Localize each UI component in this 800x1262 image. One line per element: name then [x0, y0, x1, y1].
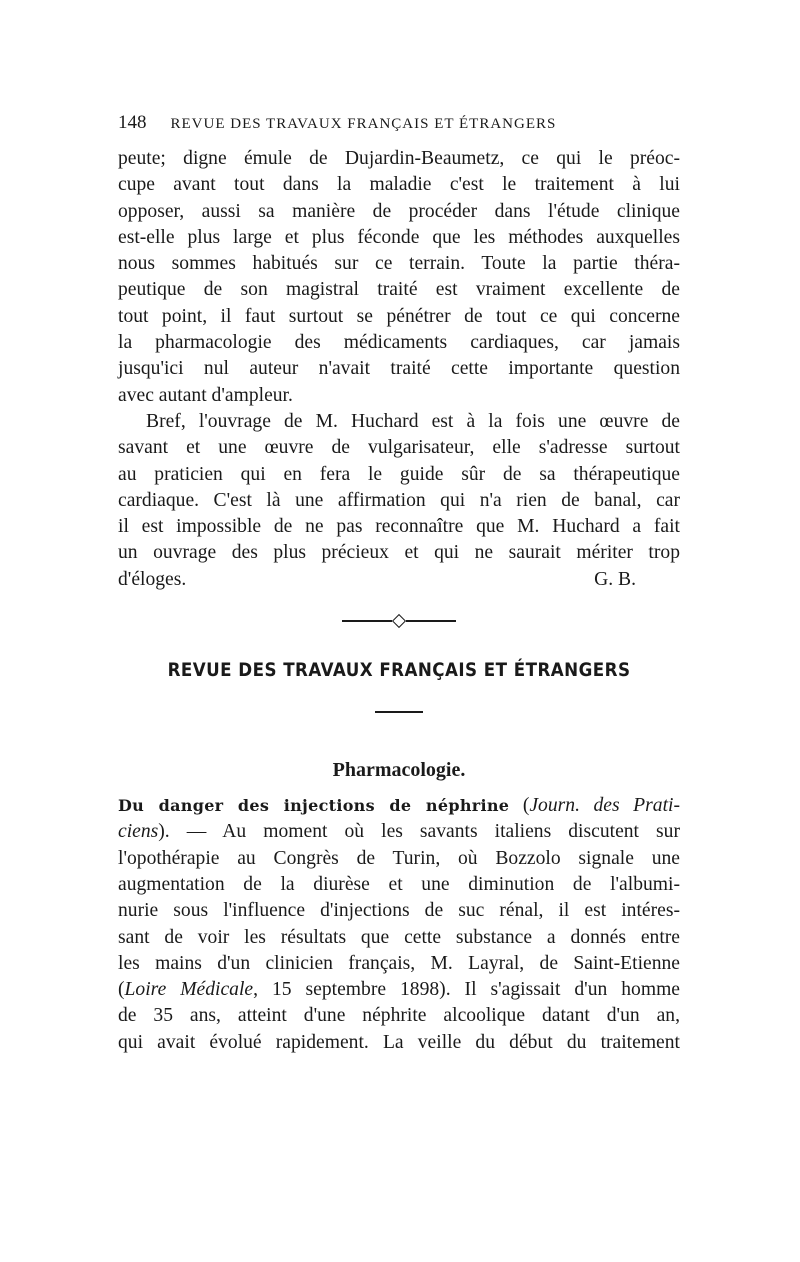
- source-open: (: [522, 795, 530, 817]
- text-run: (: [118, 979, 125, 1001]
- review-paragraph-1: [118, 146, 680, 409]
- page: [118, 112, 680, 1056]
- text-line: peutique de son magistral traité est vraiment excellente de: [118, 279, 680, 301]
- ornament-bar-left: [342, 620, 392, 622]
- text-line: [118, 793, 680, 819]
- text-line: d'éloges.: [118, 568, 187, 590]
- section-title: REVUE DES TRAVAUX FRANÇAIS ET ÉTRANGERS: [167, 659, 631, 682]
- source-citation: Journ. des Prati-: [529, 795, 680, 817]
- review-paragraph-2: [118, 409, 680, 593]
- text-line: opposer, aussi sa manière de procéder dans l'étude clinique: [118, 200, 680, 222]
- text-line: augmentation de la diurèse et une diminution de l'albumi-: [118, 873, 680, 895]
- text-line: au praticien qui en fera le guide sûr de sa thérapeutique: [118, 463, 680, 485]
- text-line: la pharmacologie des médicaments cardiaques, car jamais: [118, 332, 680, 354]
- text-line: un ouvrage des plus précieux et qui ne saurait mériter trop: [118, 542, 680, 564]
- text-line: il est impossible de ne pas reconnaître que M. Huchard a fait: [118, 516, 680, 538]
- text-line: est-elle plus large et plus féconde que les méthodes auxquelles: [118, 226, 680, 248]
- signature-line: [118, 567, 680, 593]
- text-line: jusqu'ici nul auteur n'avait traité cette importante question: [118, 358, 680, 380]
- text-line: qui avait évolué rapidement. La veille du début du traitement: [118, 1031, 680, 1053]
- text-line: [118, 819, 680, 845]
- text-line: l'opothérapie au Congrès de Turin, où Bozzolo signale une: [118, 847, 680, 869]
- text-line: de 35 ans, atteint d'une néphrite alcoolique datant d'un an,: [118, 1005, 680, 1027]
- text-line: nous sommes habitués sur ce terrain. Toute la partie théra-: [118, 253, 680, 275]
- text-line: Bref, l'ouvrage de M. Huchard est à la fois une œuvre de: [146, 410, 680, 432]
- text-run: , 15 septembre 1898). Il s'agissait d'un homme: [253, 979, 681, 1001]
- article-paragraph: [118, 793, 680, 1056]
- text-line: savant et une œuvre de vulgarisateur, elle s'adresse surtout: [118, 437, 680, 459]
- article-heading: Du danger des injections de néphrine: [118, 796, 510, 816]
- section-rule: [375, 711, 423, 713]
- text-line: tout point, il faut surtout se pénétrer de tout ce qui concerne: [118, 305, 680, 327]
- text-line: nurie sous l'influence d'injections de suc rénal, il est intéres-: [118, 900, 680, 922]
- text-line: cupe avant tout dans la maladie c'est le traitement à lui: [118, 174, 680, 196]
- text-line: [118, 977, 680, 1003]
- text-run: ). — Au moment où les savants italiens discutent sur: [158, 821, 680, 843]
- text-line: cardiaque. C'est là une affirmation qui n'a rien de banal, car: [118, 489, 680, 511]
- running-head: [118, 112, 680, 146]
- journal-name: Loire Médicale: [124, 979, 254, 1001]
- running-title: REVUE DES TRAVAUX FRANÇAIS ET ÉTRANGERS: [170, 116, 557, 132]
- page-number: 148: [118, 112, 147, 133]
- text-line: sant de voir les résultats que cette substance a donnés entre: [118, 926, 680, 948]
- text-line: avec autant d'ampleur.: [118, 384, 293, 406]
- signature: G. B.: [594, 568, 636, 590]
- subsection-title: Pharmacologie.: [332, 759, 466, 782]
- ornament-diamond: [392, 614, 406, 628]
- text-line: les mains d'un clinicien français, M. Layral, de Saint-Etienne: [118, 952, 680, 974]
- ornament-bar-right: [406, 620, 456, 622]
- text-line: peute; digne émule de Dujardin-Beaumetz, ce qui le préoc-: [118, 148, 680, 169]
- ornament-divider: [118, 611, 680, 631]
- source-citation-cont: ciens: [118, 821, 159, 843]
